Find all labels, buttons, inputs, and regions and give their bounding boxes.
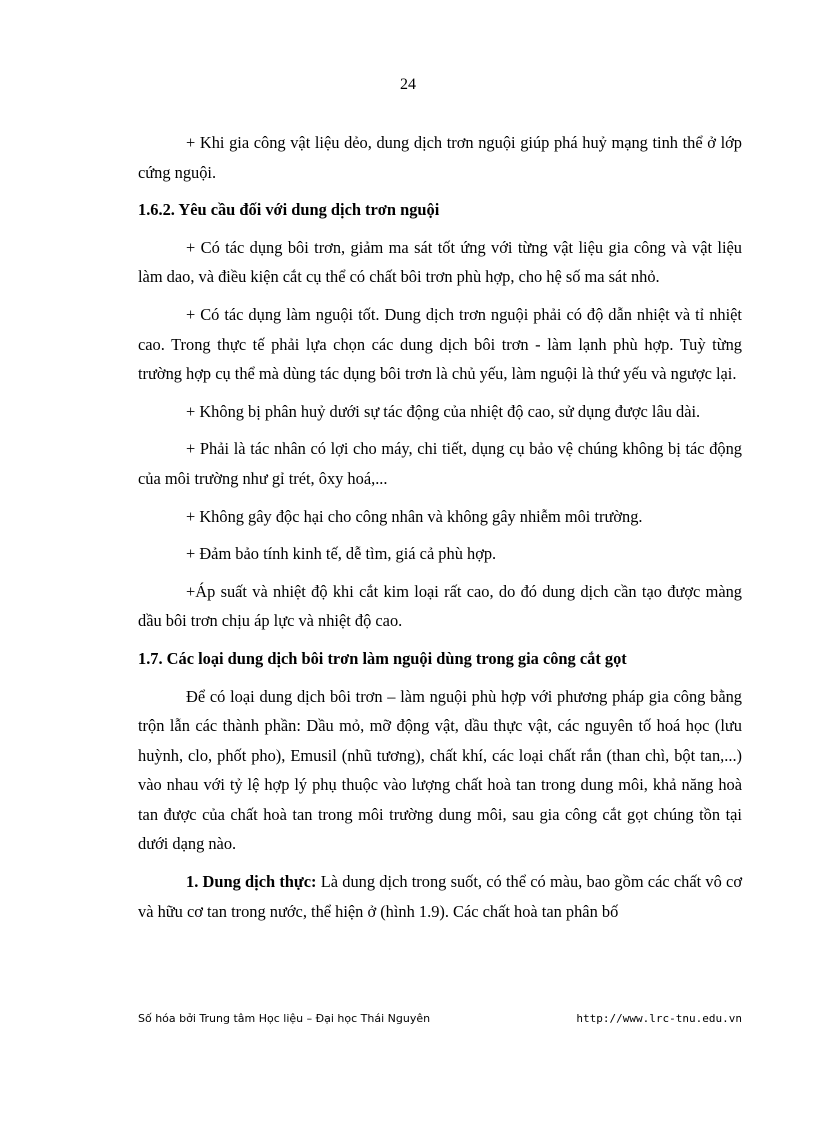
paragraph-8: +Áp suất và nhiệt độ khi cắt kim loại rất cao, do đó dung dịch cần tạo được màng dầu bôi trơn chịu áp lực và nhiệt độ cao. — [138, 581, 742, 631]
footer-source: Số hóa bởi Trung tâm Học liệu – Đại học Thái Nguyên — [138, 1012, 431, 1025]
section-heading-1-7: 1.7. Các loại dung dịch bôi trơn làm nguội dùng trong gia công cắt gọt — [138, 648, 627, 668]
paragraph-4: + Không bị phân huỷ dưới sự tác động của nhiệt độ cao, sử dụng được lâu dài. — [186, 401, 701, 421]
paragraph-10 — [138, 867, 742, 926]
paragraph-5: + Phải là tác nhân có lợi cho máy, chi tiết, dụng cụ bảo vệ chúng không bị tác động của môi trường như gỉ trét, ôxy hoá,... — [138, 439, 742, 488]
section-heading-1-6-2: 1.6.2. Yêu cầu đối với dung dịch trơn nguội — [138, 200, 440, 220]
paragraph-10-text: Là dung dịch trong suốt, có thể có màu, bao gồm các chất vô cơ và hữu cơ tan trong nước, thể hiện ở (hình 1.9). Các chất hoà tan phân bố — [138, 872, 742, 921]
paragraph-1: + Khi gia công vật liệu dẻo, dung dịch trơn nguội giúp phá huỷ mạng tinh thể ở lớp cứng nguội. — [138, 133, 742, 182]
paragraph-3: + Có tác dụng làm nguội tốt. Dung dịch trơn nguội phải có độ dẫn nhiệt và tỉ nhiệt cao. Trong thực tế phải lựa chọn các dung dịch bôi trơn - làm lạnh phù hợp. Tuỳ từng trường hợp cụ thể mà dùng tác dụng bôi trơn là chủ yếu, làm nguội là thứ yếu và ngược lại. — [138, 304, 742, 384]
page-body — [138, 128, 742, 934]
paragraph-10-lead: 1. Dung dịch thực: — [186, 872, 317, 892]
page-footer — [138, 1012, 742, 1025]
footer-url: http://www.lrc-tnu.edu.vn — [576, 1012, 742, 1025]
paragraph-9: Để có loại dung dịch bôi trơn – làm nguội phù hợp với phương pháp gia công bằng trộn lẫn các thành phần: Dầu mỏ, mỡ động vật, dầu thực vật, các nguyên tố hoá học (lưu huỳnh, clo, phốt pho), Emusil (nhũ tương), chất khí, các loại chất rắn (than chì, bột tan,...) vào nhau với tỷ lệ hợp lý phụ thuộc vào lượng chất hoà tan trong dung môi, khả năng hoà tan được của chất hoà tan trong môi trường dung môi, sau gia công cắt gọt chúng tồn tại dưới dạng nào. — [138, 686, 742, 854]
paragraph-6: + Không gây độc hại cho công nhân và không gây nhiễm môi trường. — [186, 506, 643, 526]
page-number: 24 — [400, 76, 416, 93]
paragraph-7: + Đảm bảo tính kinh tế, dễ tìm, giá cả phù hợp. — [186, 544, 497, 564]
paragraph-2: + Có tác dụng bôi trơn, giảm ma sát tốt ứng với từng vật liệu gia công và vật liệu làm dao, và điều kiện cắt cụ thể có chất bôi trơn phù hợp, cho hệ số ma sát nhỏ. — [138, 237, 742, 287]
